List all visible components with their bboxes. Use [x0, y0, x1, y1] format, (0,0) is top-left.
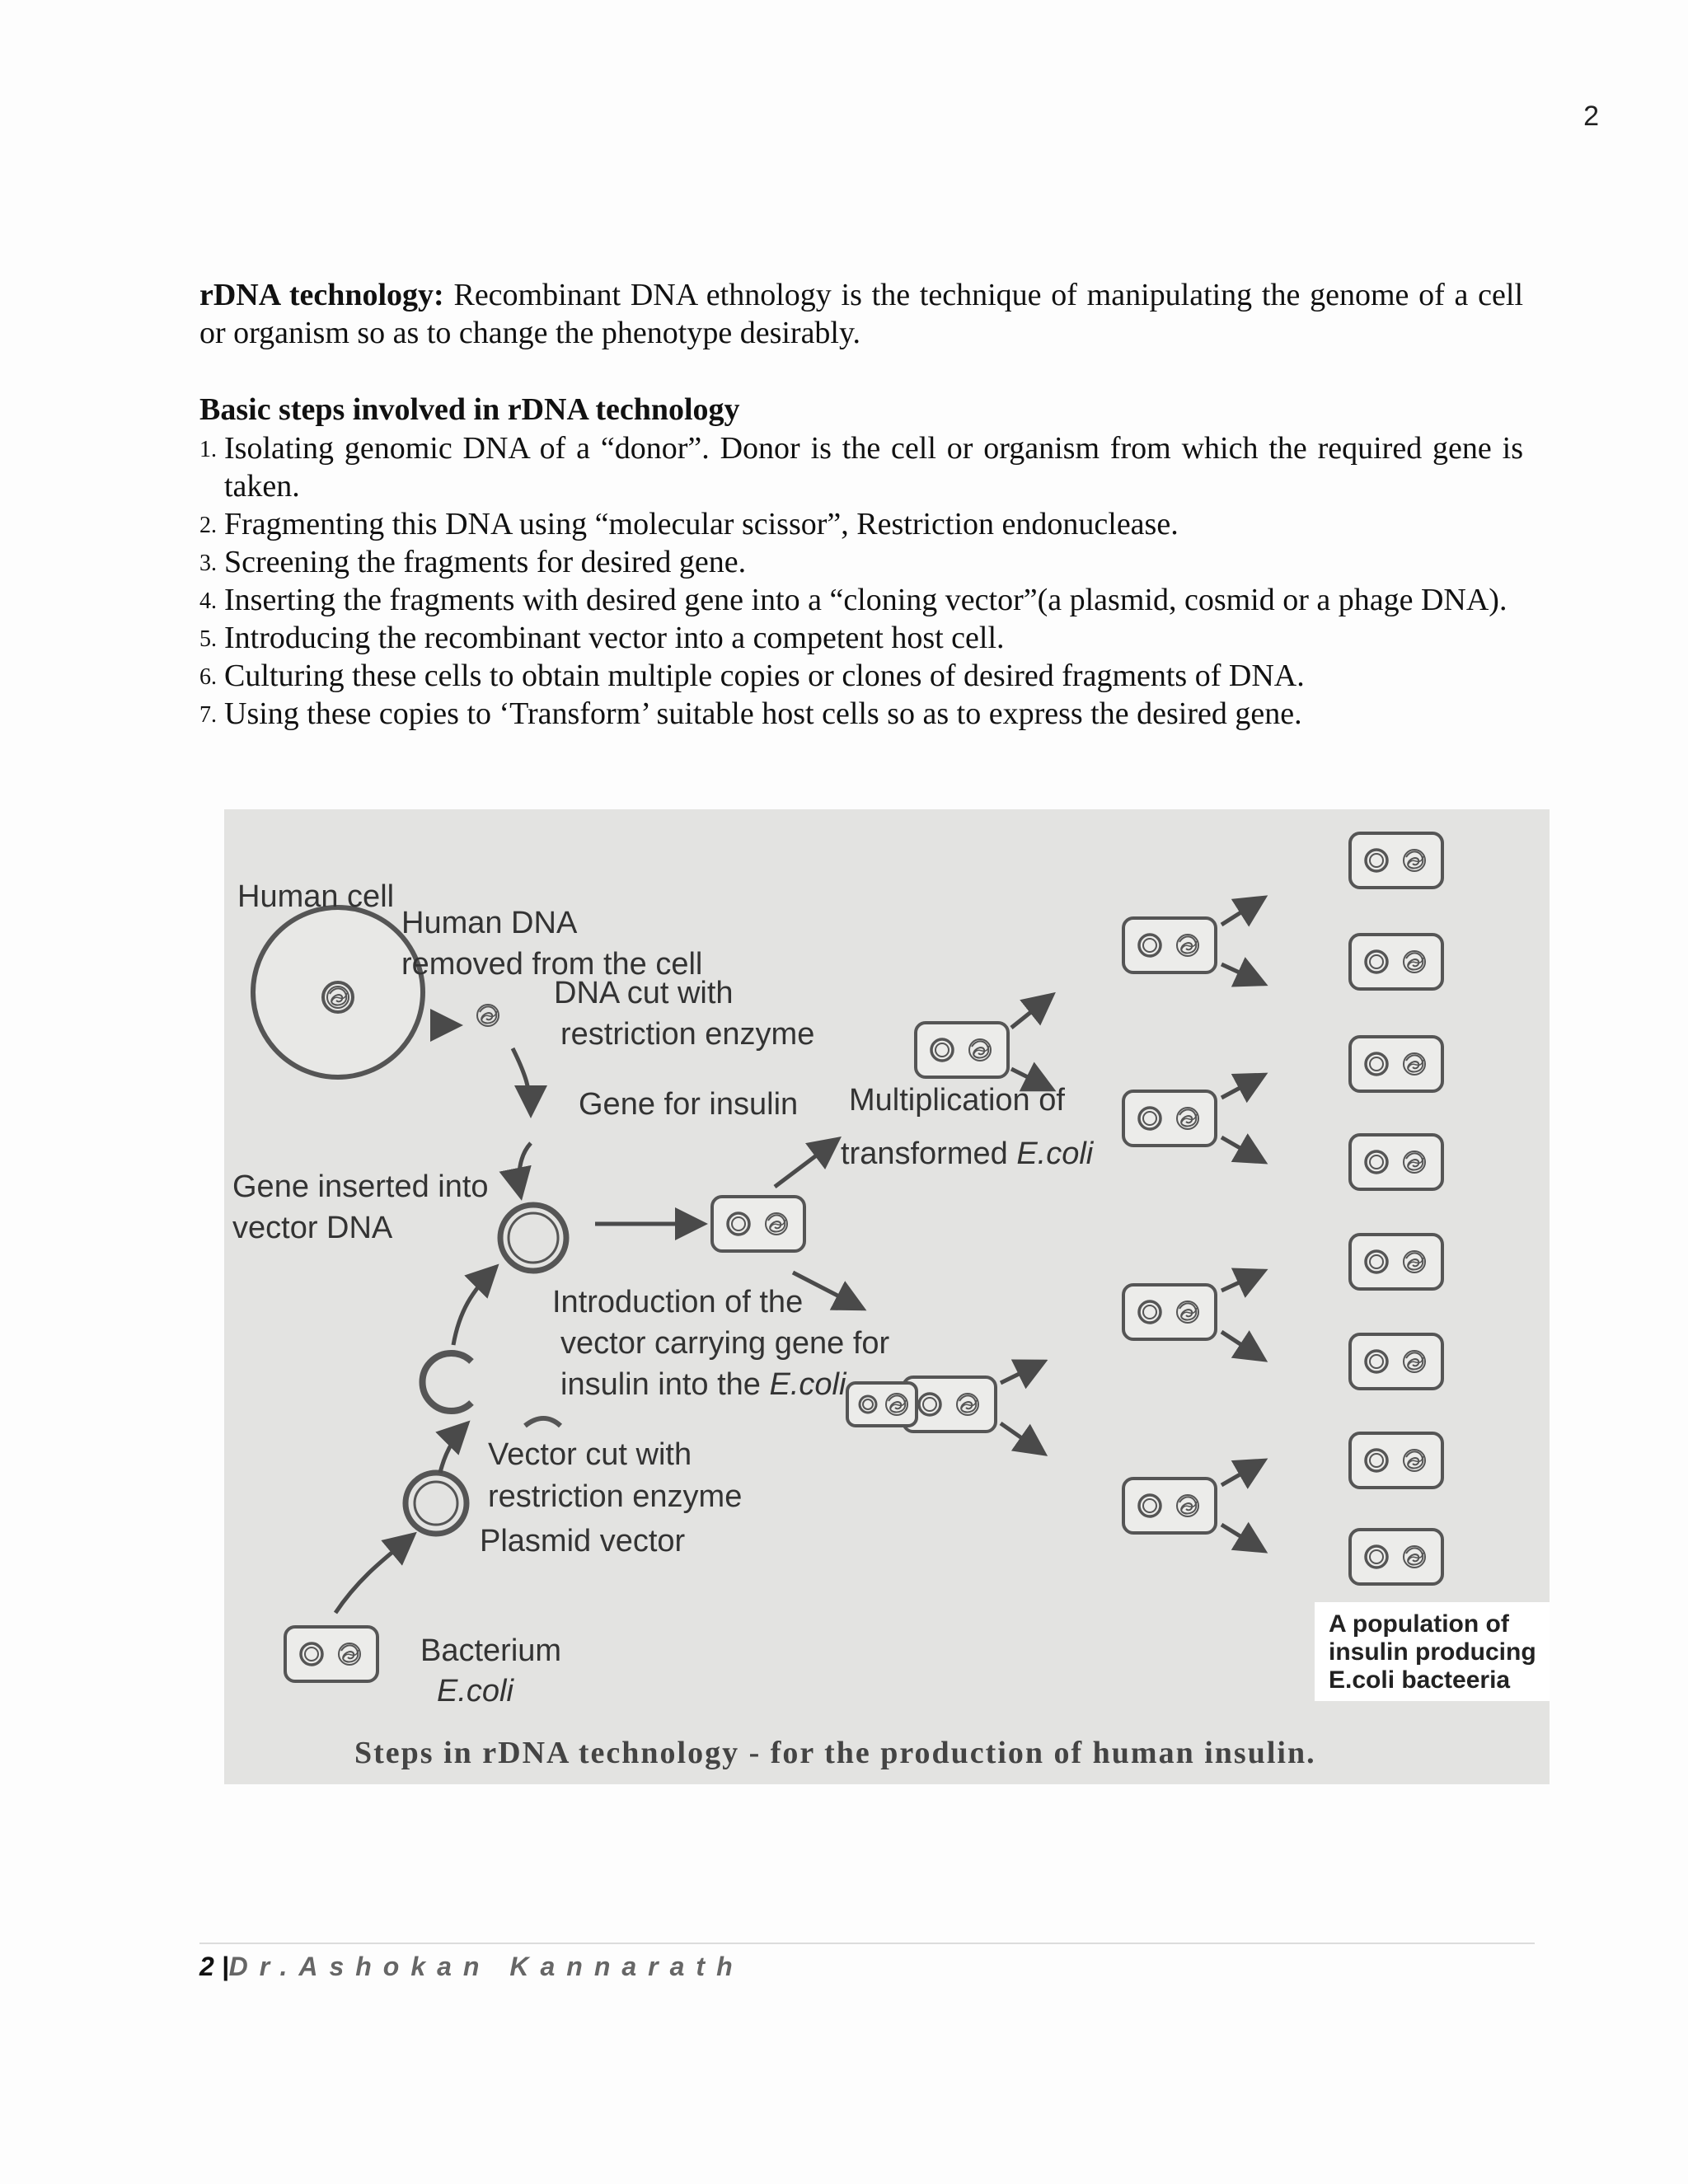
list-number: 2. — [199, 513, 217, 538]
ecoli-shape — [1350, 1433, 1442, 1488]
label-plasmid-vector: Plasmid vector — [480, 1524, 686, 1558]
label-human-dna-removed: removed from the cell — [401, 947, 703, 982]
label-insulin-producing: insulin producing — [1329, 1638, 1536, 1666]
recombinant-plasmid-shape — [500, 1205, 566, 1271]
ecoli-shape — [1350, 935, 1442, 989]
label-vector-cut: Vector cut with — [488, 1437, 692, 1472]
list-item — [199, 695, 1523, 733]
list-text: Isolating genomic DNA of a “donor”. Donor is the cell or organism from which the required gene is taken. — [224, 431, 1523, 504]
cut-vector-shape — [423, 1353, 471, 1411]
ecoli-shape — [1123, 1479, 1216, 1533]
label-dna-cut-enzyme: restriction enzyme — [560, 1017, 815, 1052]
rdna-diagram — [224, 809, 1550, 1784]
list-text: Introducing the recombinant vector into a competent host cell. — [224, 621, 1005, 655]
arrow-icon — [1221, 1137, 1264, 1162]
intro-paragraph — [199, 276, 1523, 352]
arrow-icon — [1221, 964, 1264, 984]
arrow-icon — [513, 1048, 531, 1114]
human-cell-shape — [253, 907, 423, 1077]
arrow-icon — [1221, 898, 1264, 925]
label-introduction: Introduction of the — [552, 1285, 804, 1319]
list-text: Screening the fragments for desired gene. — [224, 545, 747, 579]
arrow-icon — [519, 1143, 531, 1197]
arrow-icon — [793, 1272, 863, 1309]
label-ecoli-bacteria: E.coli bacteeria — [1329, 1666, 1511, 1694]
list-text: Using these copies to ‘Transform’ suitable host cells so as to express the desired gene. — [224, 696, 1302, 731]
list-number: 7. — [199, 702, 217, 728]
footer — [199, 1952, 744, 1982]
label-multiplication: Multiplication of — [849, 1083, 1065, 1118]
list-number: 1. — [199, 437, 217, 462]
host-bacterium-shape — [285, 1627, 377, 1681]
arrow-icon — [335, 1535, 414, 1613]
steps-list — [199, 429, 1523, 733]
label-dna-cut: DNA cut with — [554, 976, 734, 1010]
arrow-icon — [1221, 1525, 1264, 1551]
label-insulin-into: insulin into the E.coli — [560, 1367, 846, 1402]
ecoli-shape — [847, 1383, 917, 1426]
ecoli-shape — [916, 1023, 1008, 1077]
footer-page-number: 2 — [199, 1952, 214, 1981]
ecoli-shape — [1350, 1235, 1442, 1289]
ecoli-shape — [1123, 1285, 1216, 1339]
label-vector-dna: vector DNA — [232, 1211, 393, 1245]
list-text: Fragmenting this DNA using “molecular scissor”, Restriction endonuclease. — [224, 507, 1179, 541]
list-number: 3. — [199, 551, 217, 576]
label-human-dna: Human DNA — [401, 906, 578, 940]
ecoli-shape — [1350, 1135, 1442, 1189]
figure-caption: Steps in rDNA technology - for the production of human insulin. — [354, 1736, 1316, 1770]
steps-heading: Basic steps involved in rDNA technology — [199, 392, 740, 427]
ecoli-shape — [1123, 918, 1216, 972]
footer-author: Dr.Ashokan Kannarath — [228, 1952, 744, 1981]
label-vector-carrying: vector carrying gene for — [560, 1326, 890, 1361]
list-number: 6. — [199, 664, 217, 690]
arrow-icon — [1001, 1423, 1044, 1454]
label-population: A population of — [1329, 1610, 1509, 1638]
rdna-insulin-figure — [224, 809, 1550, 1784]
list-item — [199, 429, 1523, 505]
label-bacterium: Bacterium — [420, 1633, 562, 1668]
intro-term: rDNA technology: — [199, 278, 444, 312]
label-ecoli: E.coli — [437, 1674, 513, 1708]
arrow-icon — [1221, 1460, 1264, 1485]
ecoli-shape — [1123, 1091, 1216, 1146]
footer-separator: | — [221, 1952, 229, 1981]
ecoli-shape — [1350, 1037, 1442, 1091]
dna-icon — [477, 1005, 499, 1026]
arrow-icon — [453, 1267, 496, 1345]
list-item — [199, 581, 1523, 619]
ecoli-shape — [1350, 1334, 1442, 1389]
list-item — [199, 619, 1523, 657]
list-item — [199, 505, 1523, 543]
list-item — [199, 543, 1523, 581]
arrow-icon — [1221, 1332, 1264, 1360]
arrow-icon — [1221, 1271, 1264, 1291]
footer-divider — [199, 1943, 1535, 1944]
gene-fragment-shape — [525, 1418, 560, 1426]
list-number: 5. — [199, 626, 217, 652]
ecoli-shape — [1350, 833, 1442, 888]
ecoli-shape — [1350, 1530, 1442, 1584]
label-human-cell: Human cell — [237, 879, 395, 914]
label-gene-insulin: Gene for insulin — [579, 1087, 799, 1122]
arrow-icon — [1011, 995, 1053, 1028]
page-number: 2 — [1583, 101, 1599, 132]
intro-definition: Recombinant DNA ethnology is the technique of manipulating the genome of a cell or organism so as to change the phenotype desirably. — [199, 278, 1523, 350]
arrow-icon — [440, 1423, 467, 1473]
label-transformed: transformed E.coli — [841, 1137, 1094, 1171]
arrow-icon — [775, 1139, 838, 1187]
list-text: Inserting the fragments with desired gene into a “cloning vector”(a plasmid, cosmid or a phage DNA). — [224, 583, 1507, 617]
list-text: Culturing these cells to obtain multiple copies or clones of desired fragments of DNA. — [224, 658, 1305, 693]
label-vector-cut-enzyme: restriction enzyme — [488, 1479, 743, 1514]
arrow-icon — [1001, 1361, 1044, 1383]
list-item — [199, 657, 1523, 695]
list-number: 4. — [199, 588, 217, 614]
arrow-icon — [1221, 1075, 1264, 1098]
label-gene-inserted: Gene inserted into — [232, 1169, 489, 1204]
transformed-ecoli-shape — [712, 1197, 804, 1251]
